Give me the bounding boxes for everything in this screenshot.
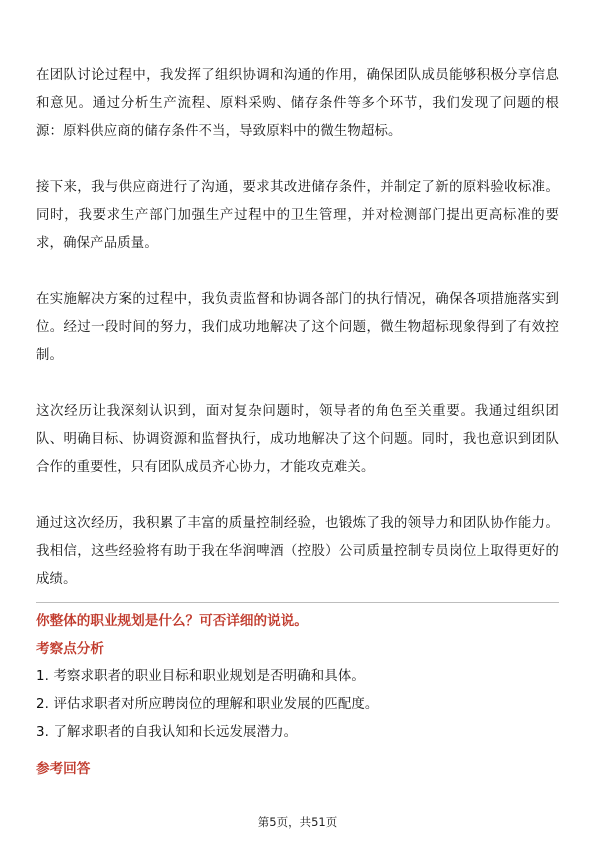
list-item: 2. 评估求职者对所应聘岗位的理解和职业发展的匹配度。: [36, 697, 379, 712]
analysis-list: [36, 663, 559, 747]
paragraph-1: 在团队讨论过程中，我发挥了组织协调和沟通的作用，确保团队成员能够积极分享信息和意见。通过分析生产流程、原料采购、储存条件等多个环节，我们发现了问题的根源：原料供应商的储存条件不当，导致原料中的微生物超标。: [36, 68, 559, 139]
page-content: [36, 62, 559, 781]
list-item: 3. 了解求职者的自我认知和长远发展潜力。: [36, 725, 298, 740]
page-number: 第5页，共51页: [257, 815, 338, 829]
paragraph-5: 通过这次经历，我积累了丰富的质量控制经验，也锻炼了我的领导力和团队协作能力。我相信，这些经验将有助于我在华润啤酒（控股）公司质量控制专员岗位上取得更好的成绩。: [36, 516, 559, 587]
list-item: 1. 考察求职者的职业目标和职业规划是否明确和具体。: [36, 669, 365, 684]
paragraph-3: 在实施解决方案的过程中，我负责监督和协调各部门的执行情况，确保各项措施落实到位。经过一段时间的努力，我们成功地解决了这个问题，微生物超标现象得到了有效控制。: [36, 292, 559, 363]
interview-question: 你整体的职业规划是什么？可否详细的说说。: [36, 613, 308, 629]
paragraph-4: 这次经历让我深刻认识到，面对复杂问题时，领导者的角色至关重要。我通过组织团队、明确目标、协调资源和监督执行，成功地解决了这个问题。同时，我也意识到团队合作的重要性，只有团队成员齐心协力，才能攻克难关。: [36, 404, 559, 475]
analysis-title: 考察点分析: [36, 641, 104, 657]
reference-answer-title: 参考回答: [36, 761, 91, 777]
section-divider: [36, 602, 559, 603]
paragraph-2: 接下来，我与供应商进行了沟通，要求其改进储存条件，并制定了新的原料验收标准。同时，我要求生产部门加强生产过程中的卫生管理，并对检测部门提出更高标准的要求，确保产品质量。: [36, 180, 559, 251]
